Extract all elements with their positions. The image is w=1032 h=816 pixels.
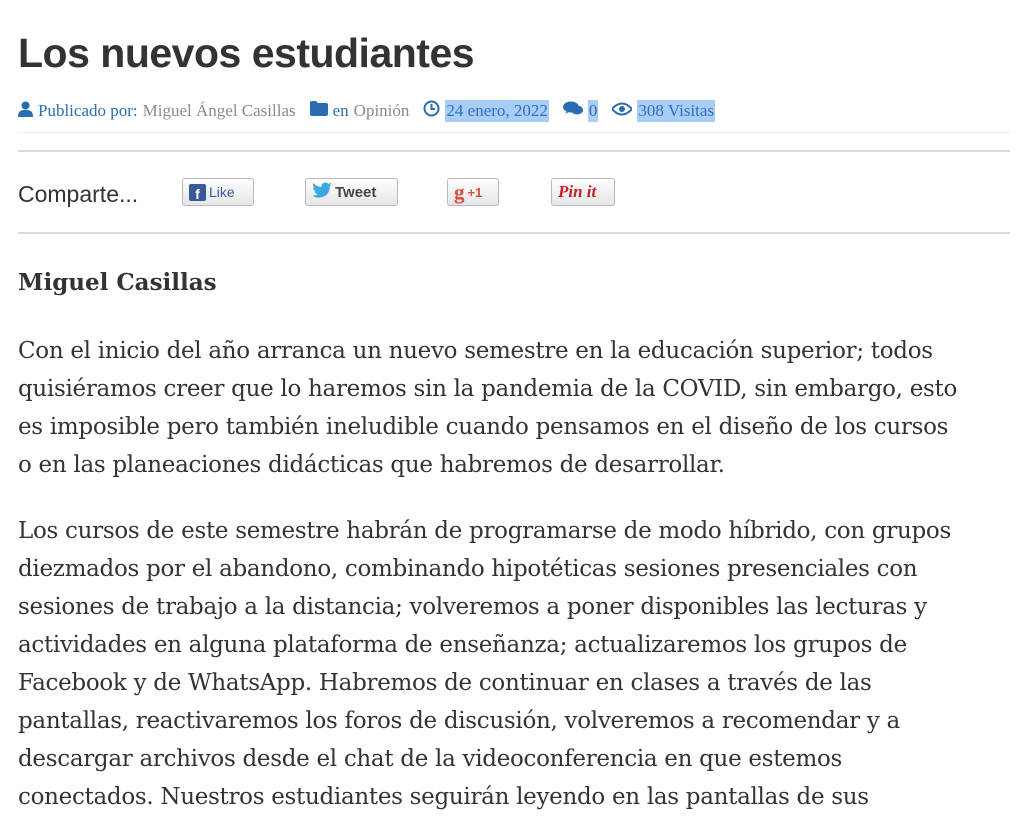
paragraph-line: es imposible pero también ineludible cuando pensamos en el diseño de los cursos bbox=[18, 414, 949, 440]
paragraph-line: Facebook y de WhatsApp. Habremos de continuar en clases a través de las bbox=[18, 670, 872, 696]
share-bar bbox=[18, 176, 1010, 212]
paragraph-line: conectados. Nuestros estudiantes seguirán leyendo en las pantallas de sus bbox=[18, 784, 869, 810]
published-by-label: Publicado por: bbox=[38, 101, 138, 120]
user-icon bbox=[18, 101, 33, 122]
share-top-divider bbox=[18, 150, 1010, 152]
paragraph-line: diezmados por el abandono, combinando hipotéticas sesiones presenciales con bbox=[18, 556, 918, 582]
paragraph-line: sesiones de trabajo a la distancia; volveremos a poner disponibles las lecturas y bbox=[18, 594, 927, 620]
category-link[interactable]: Opinión bbox=[353, 101, 410, 120]
paragraph-line: o en las planeaciones didácticas que habremos de desarrollar. bbox=[18, 452, 725, 478]
facebook-like-label: Like bbox=[209, 184, 235, 200]
meta-divider bbox=[18, 132, 1010, 133]
facebook-like-button[interactable] bbox=[182, 178, 254, 206]
article-byline: Miguel Casillas bbox=[18, 269, 217, 296]
eye-icon bbox=[612, 101, 632, 121]
post-meta bbox=[18, 99, 729, 123]
article-paragraph-2 bbox=[18, 512, 1010, 816]
author-link[interactable]: Miguel Ángel Casillas bbox=[142, 101, 296, 120]
tweet-button[interactable] bbox=[305, 178, 398, 206]
paragraph-line: actividades en alguna plataforma de enseñanza; actualizaremos los grupos de bbox=[18, 632, 907, 658]
share-label: Comparte... bbox=[18, 181, 139, 207]
article-paragraph-1 bbox=[18, 332, 1010, 484]
comments-icon bbox=[563, 101, 583, 121]
google-plus-label: +1 bbox=[467, 184, 483, 200]
facebook-icon: f bbox=[189, 184, 206, 201]
meta-comments bbox=[563, 100, 599, 122]
views-count: 308 Visitas bbox=[638, 101, 715, 120]
twitter-bird-icon bbox=[312, 182, 332, 202]
meta-views bbox=[612, 100, 715, 122]
paragraph-line: Con el inicio del año arranca un nuevo semestre en la educación superior; todos bbox=[18, 338, 933, 364]
comments-count-link[interactable]: 0 bbox=[588, 101, 598, 120]
share-bottom-divider bbox=[18, 232, 1010, 234]
category-label: en bbox=[332, 101, 349, 120]
paragraph-line: quisiéramos creer que lo haremos sin la pandemia de la COVID, sin embargo, esto bbox=[18, 376, 957, 402]
post-date: 24 enero, 2022 bbox=[446, 101, 548, 120]
pin-it-label: Pin it bbox=[558, 182, 597, 201]
paragraph-line: Los cursos de este semestre habrán de programarse de modo híbrido, con grupos bbox=[18, 518, 951, 544]
meta-date bbox=[423, 100, 549, 122]
clock-icon bbox=[423, 100, 440, 122]
paragraph-line: descargar archivos desde el chat de la videoconferencia en que estemos bbox=[18, 746, 843, 772]
paragraph-line: pantallas, reactivaremos los foros de discusión, volveremos a recomendar y a bbox=[18, 708, 900, 734]
pinterest-pin-button[interactable] bbox=[551, 178, 615, 206]
folder-icon bbox=[310, 101, 328, 121]
article-title: Los nuevos estudiantes bbox=[18, 30, 475, 76]
meta-category bbox=[310, 101, 410, 121]
google-plus-button[interactable] bbox=[447, 178, 499, 206]
tweet-label: Tweet bbox=[335, 183, 377, 201]
google-icon: g bbox=[454, 179, 465, 204]
meta-author bbox=[18, 101, 296, 122]
